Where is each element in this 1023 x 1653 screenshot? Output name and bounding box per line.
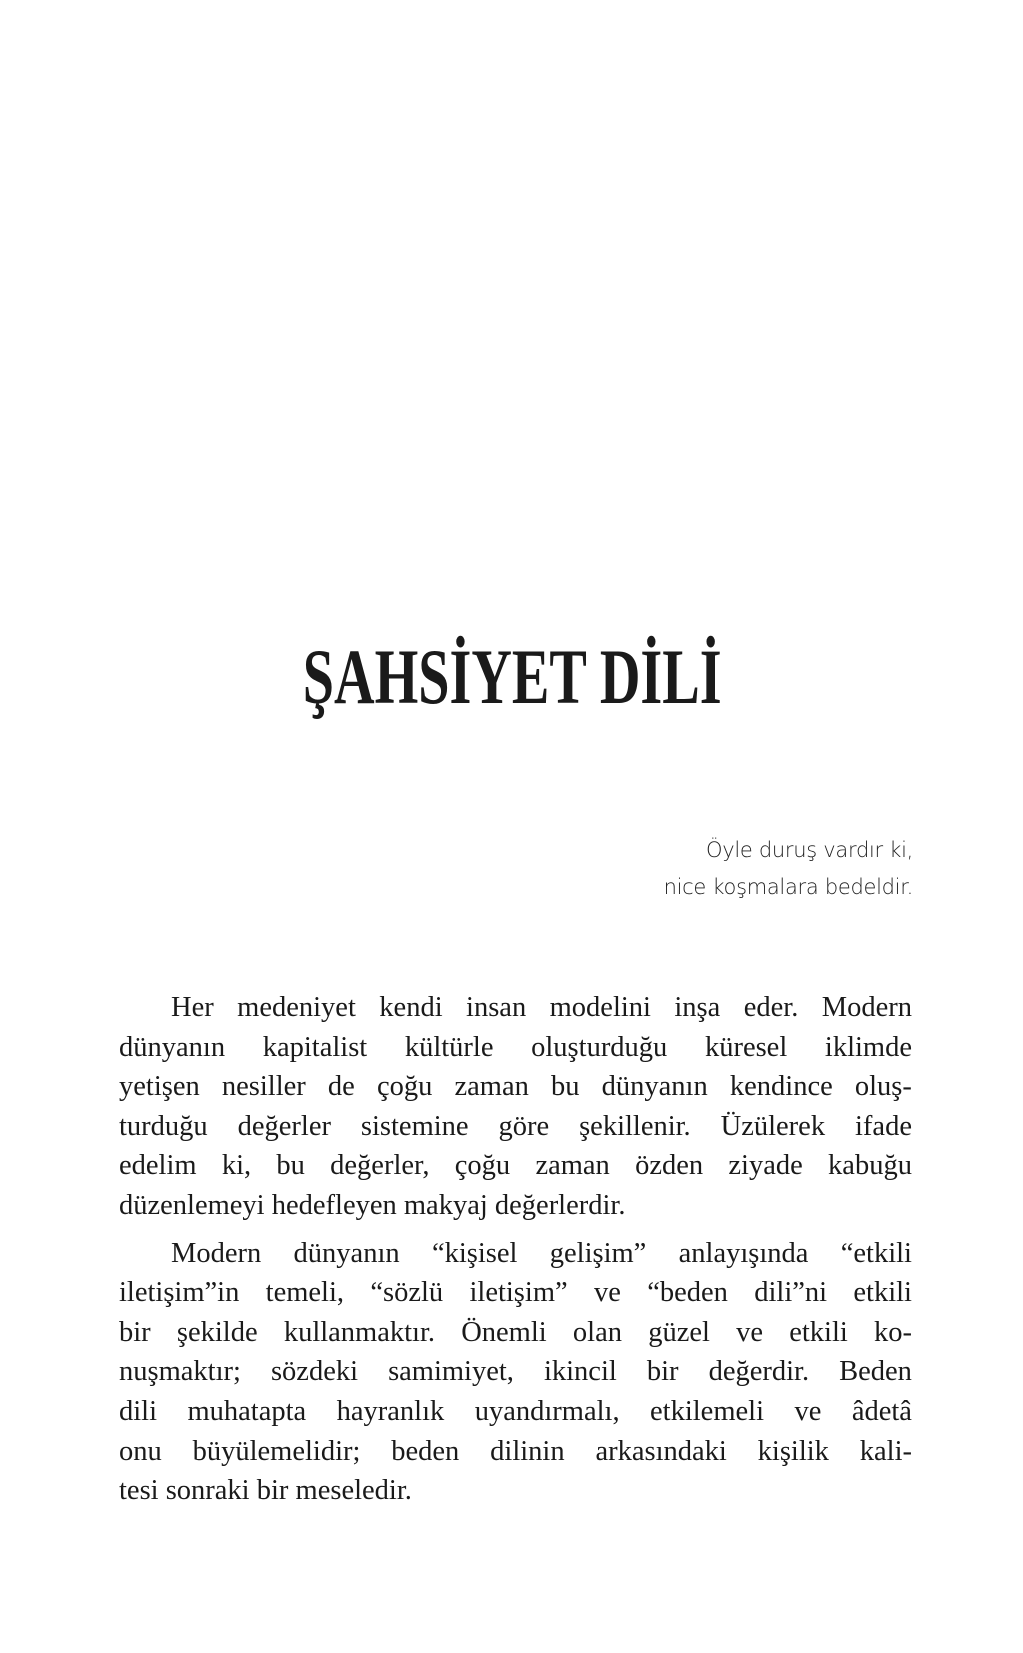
- word: dili: [119, 1395, 158, 1427]
- text-line: [119, 1186, 912, 1226]
- word: dilinin: [490, 1435, 565, 1467]
- word: zaman: [535, 1150, 610, 1182]
- word: bir: [256, 1475, 289, 1507]
- text-line: [119, 988, 912, 1028]
- word: değerler,: [330, 1150, 430, 1182]
- text-line: [119, 1146, 912, 1186]
- word: makyaj: [403, 1189, 488, 1221]
- word: kullanmaktır.: [283, 1316, 435, 1348]
- text-line: [119, 1313, 912, 1353]
- word: ki,: [221, 1150, 252, 1182]
- word: çoğu: [454, 1150, 511, 1182]
- epigraph-line: Öyle duruş vardır ki,: [706, 838, 913, 862]
- word: değerlerdir.: [494, 1189, 626, 1221]
- word: şekilde: [176, 1316, 258, 1348]
- word: bu: [276, 1150, 305, 1182]
- word: inşa: [674, 992, 721, 1023]
- word: hayranlık: [336, 1395, 445, 1427]
- word: kişilik: [757, 1435, 829, 1467]
- text-line: [119, 1107, 912, 1147]
- word: güzel: [648, 1316, 710, 1348]
- text-line: [119, 1273, 912, 1313]
- word: yetişen: [119, 1071, 200, 1103]
- word: kendince: [729, 1071, 833, 1103]
- word: meseledir.: [295, 1475, 412, 1507]
- chapter-title: ŞAHSİYET DİLİ: [302, 633, 722, 720]
- word: Beden: [839, 1356, 912, 1388]
- text-line: [119, 1471, 912, 1511]
- word: temeli,: [265, 1277, 345, 1309]
- word: samimiyet,: [388, 1356, 514, 1388]
- word: özden: [635, 1150, 704, 1182]
- word: medeniyet: [237, 992, 356, 1023]
- body-text: [119, 988, 912, 1519]
- word: dünyanın: [601, 1071, 708, 1103]
- word: anlayışında: [678, 1237, 809, 1269]
- word: ikincil: [543, 1356, 617, 1388]
- epigraph: [664, 832, 913, 906]
- word: bir: [119, 1316, 151, 1348]
- word: Üzülerek: [720, 1110, 826, 1142]
- word: sistemine: [360, 1110, 469, 1142]
- word: zaman: [454, 1071, 529, 1103]
- word: sözdeki: [270, 1356, 359, 1388]
- word: dili”ni: [754, 1277, 828, 1309]
- word: hedefleyen: [271, 1189, 397, 1221]
- word: etkili: [789, 1316, 848, 1348]
- word: edelim: [119, 1150, 197, 1182]
- word: de: [327, 1071, 355, 1103]
- word: şekillenir.: [579, 1110, 691, 1142]
- word: dünyanın: [119, 1031, 226, 1063]
- word: nesiller: [221, 1071, 306, 1103]
- word: insan: [466, 992, 527, 1023]
- word: “etkili: [840, 1237, 912, 1269]
- word: küresel: [704, 1031, 788, 1063]
- word: göre: [498, 1110, 550, 1142]
- word: Modern: [171, 1237, 262, 1269]
- word: ziyade: [728, 1150, 803, 1182]
- word: ko-: [874, 1316, 912, 1348]
- word: Modern: [821, 992, 912, 1023]
- word: nuşmaktır;: [119, 1356, 241, 1388]
- word: bir: [646, 1356, 679, 1388]
- word: uyandırmalı,: [474, 1395, 620, 1427]
- word: iletişim”: [469, 1277, 568, 1309]
- word: etkilemeli: [650, 1395, 764, 1427]
- word: eder.: [743, 992, 799, 1023]
- word: arkasındaki: [595, 1435, 727, 1467]
- word: iletişim”in: [119, 1277, 240, 1309]
- word: ve: [736, 1316, 764, 1348]
- word: muhatapta: [187, 1395, 307, 1427]
- word: “kişisel: [431, 1237, 518, 1269]
- word: değerdir.: [708, 1356, 810, 1388]
- word: etkili: [853, 1277, 912, 1309]
- word: iklimde: [824, 1031, 912, 1063]
- paragraph-2: [119, 1234, 912, 1511]
- word: düzenlemeyi: [119, 1189, 265, 1221]
- word: büyülemelidir;: [192, 1435, 361, 1467]
- word: Her: [171, 992, 214, 1023]
- paragraph-1: [119, 988, 912, 1226]
- word: ifade: [855, 1110, 912, 1142]
- word: “sözlü: [370, 1277, 444, 1309]
- word: “beden: [647, 1277, 728, 1309]
- text-line: [119, 1234, 912, 1274]
- word: çoğu: [376, 1071, 433, 1103]
- word: gelişim”: [549, 1237, 647, 1269]
- word: onu: [119, 1435, 162, 1467]
- word: kabuğu: [828, 1150, 912, 1182]
- word: kendi: [379, 992, 443, 1023]
- word: kültürle: [404, 1031, 494, 1063]
- word: değerler: [237, 1110, 331, 1142]
- text-line: [119, 1432, 912, 1472]
- text-line: [119, 1392, 912, 1432]
- word: dünyanın: [293, 1237, 400, 1269]
- word: sonraki: [165, 1475, 250, 1507]
- word: âdetâ: [851, 1395, 912, 1427]
- word: kali-: [859, 1435, 912, 1467]
- word: Önemli: [461, 1316, 547, 1348]
- word: kapitalist: [262, 1031, 368, 1063]
- word: turduğu: [119, 1110, 208, 1142]
- text-line: [119, 1067, 912, 1107]
- word: ve: [794, 1395, 822, 1427]
- word: bu: [551, 1071, 580, 1103]
- word: modelini: [549, 992, 651, 1023]
- word: ve: [593, 1277, 621, 1309]
- text-line: [119, 1028, 912, 1068]
- word: oluşturduğu: [531, 1031, 668, 1063]
- word: oluş-: [854, 1071, 912, 1103]
- word: olan: [572, 1316, 622, 1348]
- epigraph-line: nice koşmalara bedeldir.: [663, 875, 913, 899]
- word: tesi: [119, 1475, 159, 1507]
- word: beden: [391, 1435, 460, 1467]
- text-line: [119, 1352, 912, 1392]
